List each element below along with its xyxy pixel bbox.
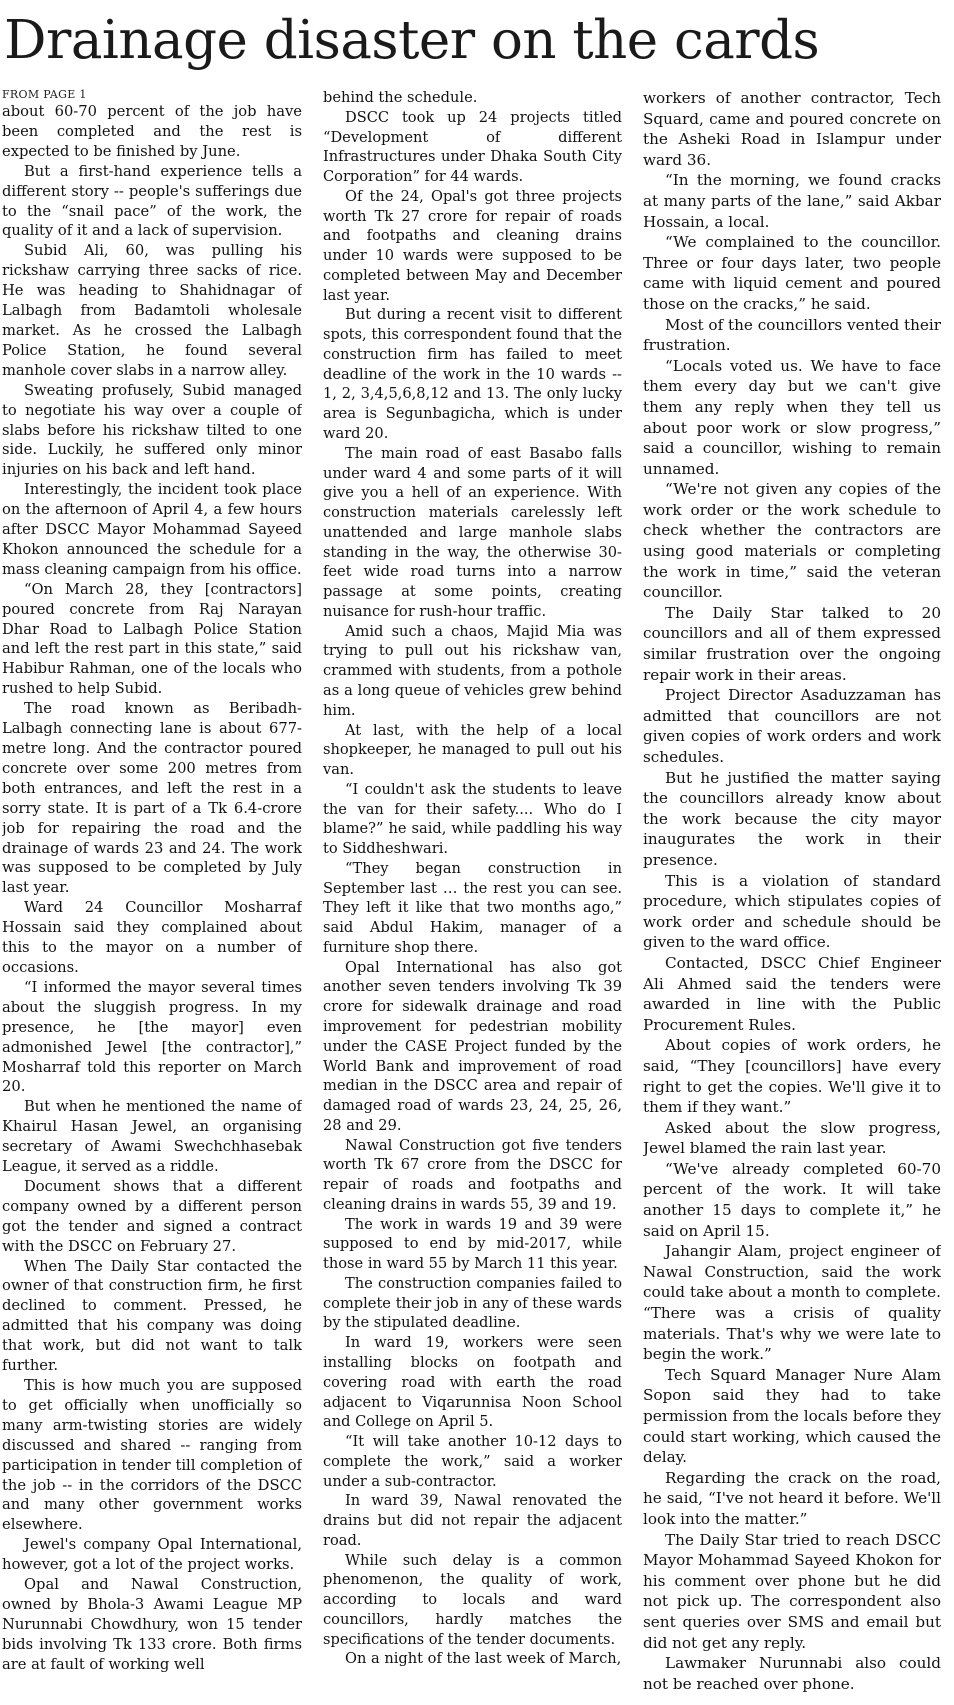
paragraph: This is a violation of standard procedure, which stipulates copies of work order and schedule should be given to the ward office. xyxy=(643,871,941,952)
article-column-3 xyxy=(643,88,941,1698)
paragraph: Ward 24 Councillor Mosharraf Hossain said they complained about this to the mayor on a number of occasions. xyxy=(2,899,302,976)
paragraph: “Locals voted us. We have to face them every day but we can't give them any reply when they tell us about poor work or slow progress,” said a councillor, wishing to remain unnamed. xyxy=(643,356,941,478)
paragraph: “We've already completed 60-70 percent of the work. It will take another 15 days to complete it,” he said on April 15. xyxy=(643,1159,941,1240)
continuation-kicker: FROM PAGE 1 xyxy=(2,88,87,101)
paragraph: At last, with the help of a local shopkeeper, he managed to pull out his van. xyxy=(323,721,622,779)
paragraph: About copies of work orders, he said, “They [councillors] have every right to get the copies. We'll give it to them if they want.” xyxy=(643,1036,941,1117)
paragraph: In ward 39, Nawal renovated the drains but did not repair the adjacent road. xyxy=(323,1492,622,1549)
paragraph: Opal International has also got another seven tenders involving Tk 39 crore for sidewalk drainage and road improvement for pedestrian mobility under the CASE Project funded by the World Bank and improvement of road median in the DSCC area and repair of damaged road of wards 23, 24, 25, 26, 28 and 29. xyxy=(323,958,622,1134)
paragraph: The Daily Star tried to reach DSCC Mayor Mohammad Sayeed Khokon for his comment over phone but he did not pick up. The correspondent also sent queries over SMS and email but did not get any reply. xyxy=(643,1530,941,1652)
paragraph: The Daily Star talked to 20 councillors and all of them expressed similar frustration over the ongoing repair work in their areas. xyxy=(643,603,941,684)
paragraph: Tech Squard Manager Nure Alam Sopon said they had to take permission from the locals before they could start working, which caused the delay. xyxy=(643,1365,941,1467)
paragraph: “We're not given any copies of the work order or the work schedule to check whether the contractors are using good materials or completing the work in time,” said the veteran councillor. xyxy=(643,480,941,602)
paragraph: Interestingly, the incident took place on the afternoon of April 4, a few hours after DSCC Mayor Mohammad Sayeed Khokon announced the schedule for a mass cleaning campaign from his office. xyxy=(2,481,302,578)
paragraph: “We complained to the councillor. Three or four days later, two people came with liquid cement and poured those on the cracks,” he said. xyxy=(643,233,941,313)
paragraph: But he justified the matter saying the councillors already know about the work because the city mayor inaugurates the work in their presence. xyxy=(643,768,941,869)
paragraph: “It will take another 10-12 days to complete the work,” said a worker under a sub-contractor. xyxy=(323,1433,622,1490)
paragraph: “I couldn't ask the students to leave the van for their safety.... Who do I blame?” he said, while paddling his way to Siddheshwari. xyxy=(323,780,622,858)
paragraph: “In the morning, we found cracks at many parts of the lane,” said Akbar Hossain, a local. xyxy=(643,171,941,231)
paragraph: Regarding the crack on the road, he said, “I've not heard it before. We'll look into the matter.” xyxy=(643,1468,941,1528)
paragraph: The road known as Beribadh-Lalbagh connecting lane is about 677-metre long. And the contractor poured concrete over some 200 metres from both entrances, and left the rest in a sorry state. It is part of a Tk 6.4-crore job for repairing the road and the drainage of wards 23 and 24. The work was supposed to be completed by July last year. xyxy=(2,700,302,897)
paragraph: While such delay is a common phenomenon, the quality of work, according to locals and ward councillors, hardly matches the specifications of the tender documents. xyxy=(323,1551,622,1648)
paragraph: Document shows that a different company owned by a different person got the tender and signed a contract with the DSCC on February 27. xyxy=(2,1177,302,1255)
paragraph: In ward 19, workers were seen installing blocks on footpath and covering road with earth the road adjacent to Viqarunnisa Noon School and College on April 5. xyxy=(323,1334,622,1431)
paragraph: On a night of the last week of March, xyxy=(345,1650,622,1668)
paragraph: Of the 24, Opal's got three projects worth Tk 27 crore for repair of roads and footpaths and cleaning drains under 10 wards were supposed to be completed between May and December last year. xyxy=(323,187,622,304)
paragraph: But a first-hand experience tells a different story -- people's sufferings due to the “snail pace” of the work, the quality of it and a lack of supervision. xyxy=(2,162,302,240)
paragraph: But when he mentioned the name of Khairul Hasan Jewel, an organising secretary of Awami Swechchhasebak League, it served as a riddle. xyxy=(2,1098,302,1176)
paragraph: This is how much you are supposed to get officially when unofficially so many arm-twisting stories are widely discussed and shared -- ranging from participation in tender till completion of the job -- in the corridors of the DSCC and many other government works elsewhere. xyxy=(2,1377,302,1534)
paragraph: Sweating profusely, Subid managed to negotiate his way over a couple of slabs before his rickshaw tilted to one side. Luckily, he suffered only minor injuries on his back and left hand. xyxy=(2,381,302,479)
paragraph: When The Daily Star contacted the owner of that construction firm, he first declined to comment. Pressed, he admitted that his company was doing that work, but did not want to talk further. xyxy=(2,1257,302,1375)
paragraph: about 60-70 percent of the job have been completed and the rest is expected to be finished by June. xyxy=(2,103,302,160)
paragraph: Jewel's company Opal International, however, got a lot of the project works. xyxy=(2,1536,302,1574)
paragraph: Subid Ali, 60, was pulling his rickshaw carrying three sacks of rice. He was heading to Shahidnagar of Lalbagh from Badamtoli wholesale market. As he crossed the Lalbagh Police Station, he found several manhole cover slabs in a narrow alley. xyxy=(2,242,302,379)
paragraph: DSCC took up 24 projects titled “Development of different Infrastructures under Dhaka South City Corporation” for 44 wards. xyxy=(323,108,622,186)
paragraph: “On March 28, they [contractors] poured concrete from Raj Narayan Dhar Road to Lalbagh Police Station and left the rest part in this state,” said Habibur Rahman, one of the locals who rushed to help Subid. xyxy=(2,580,302,698)
paragraph: Amid such a chaos, Majid Mia was trying to pull out his rickshaw van, crammed with students, from a pothole as a long queue of vehicles grew behind him. xyxy=(323,622,622,719)
paragraph: Contacted, DSCC Chief Engineer Ali Ahmed said the tenders were awarded in line with the Public Procurement Rules. xyxy=(643,953,941,1034)
headline: Drainage disaster on the cards xyxy=(4,10,820,71)
paragraph: behind the schedule. xyxy=(323,89,478,106)
article-column-2 xyxy=(323,88,622,1698)
paragraph: The main road of east Basabo falls under ward 4 and some parts of it will give you a hell of an experience. With construction materials carelessly left unattended and large manhole slabs standing in the way, the otherwise 30-feet wide road turns into a narrow passage at some points, creating nuisance for rush-hour traffic. xyxy=(323,444,622,620)
paragraph: Jahangir Alam, project engineer of Nawal Construction, said the work could take about a month to complete. “There was a crisis of quality materials. That's why we were late to begin the work.” xyxy=(643,1242,941,1364)
paragraph: Nawal Construction got five tenders worth Tk 67 crore from the DSCC for repair of roads and footpaths and cleaning drains in wards 55, 39 and 19. xyxy=(323,1136,622,1213)
paragraph: workers of another contractor, Tech Squard, came and poured concrete on the Asheki Road in Islampur under ward 36. xyxy=(643,89,941,169)
paragraph: The work in wards 19 and 39 were supposed to end by mid-2017, while those in ward 55 by March 11 this year. xyxy=(323,1215,622,1273)
paragraph: “They began construction in September last … the rest you can see. They left it like that two months ago,” said Abdul Hakim, manager of a furniture shop there. xyxy=(323,859,622,956)
article-column-1 xyxy=(2,88,302,1698)
paragraph: Most of the councillors vented their frustration. xyxy=(643,315,941,355)
paragraph: “I informed the mayor several times about the sluggish progress. In my presence, he [the mayor] even admonished Jewel [the contractor],” Mosharraf told this reporter on March 20. xyxy=(2,978,302,1096)
paragraph: The construction companies failed to complete their job in any of these wards by the stipulated deadline. xyxy=(323,1274,622,1332)
paragraph: Project Director Asaduzzaman has admitted that councillors are not given copies of work orders and work schedules. xyxy=(643,686,941,766)
paragraph: Lawmaker Nurunnabi also could not be reached over phone. xyxy=(643,1654,941,1693)
paragraph: But during a recent visit to different spots, this correspondent found that the construction firm has failed to meet deadline of the work in the 10 wards -- 1, 2, 3,4,5,6,8,12 and 13. The only lucky area is Segunbagicha, which is under ward 20. xyxy=(323,306,622,443)
paragraph: Asked about the slow progress, Jewel blamed the rain last year. xyxy=(643,1118,941,1158)
paragraph: Opal and Nawal Construction, owned by Bhola-3 Awami League MP Nurunnabi Chowdhury, won 15 tender bids involving Tk 133 crore. Both firms are at fault of working well xyxy=(2,1576,302,1673)
